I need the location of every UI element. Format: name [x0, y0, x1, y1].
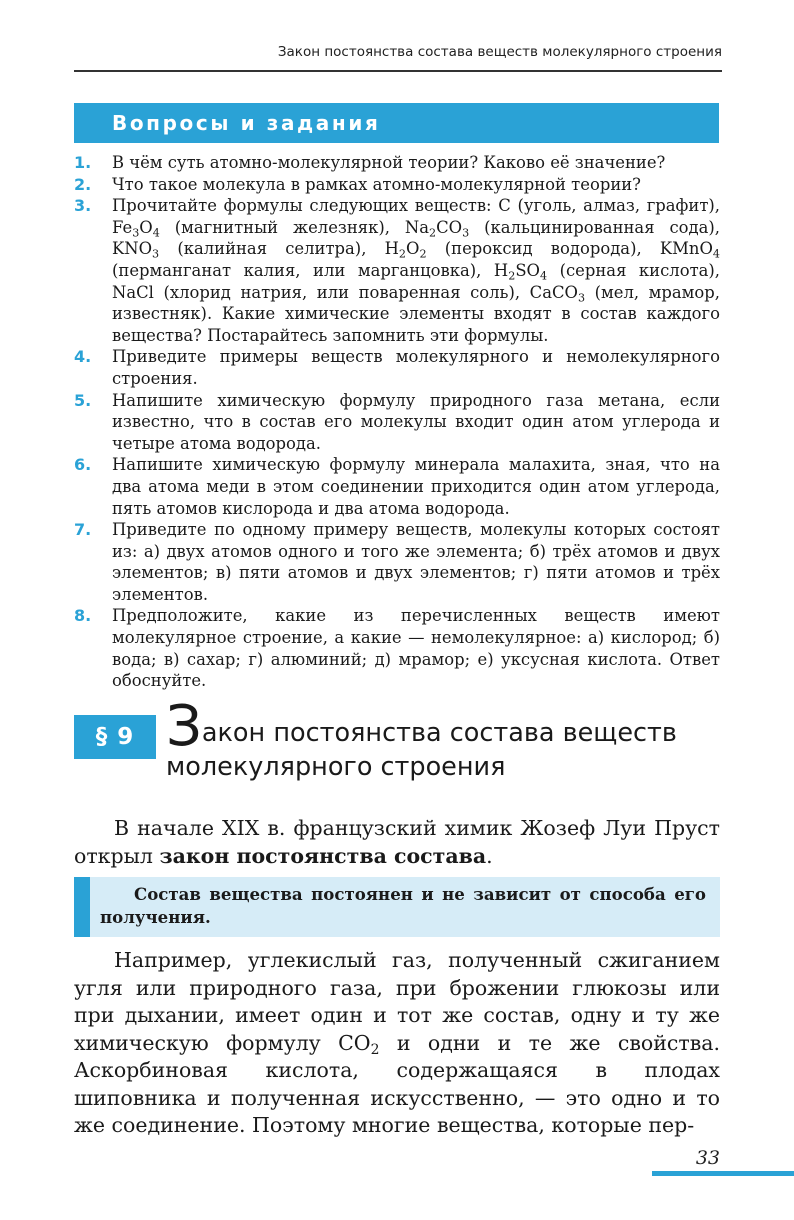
question-item [74, 195, 720, 346]
questions-heading-bar [74, 103, 719, 143]
questions-list [74, 152, 720, 692]
question-number: 2. [74, 174, 92, 194]
question-text: Что такое молекула в рамках атомно-молекулярной теории? [112, 174, 641, 194]
question-text: В чём суть атомно-молекулярной теории? Каково её значение? [112, 153, 666, 172]
definition-text: Состав вещества постоянен и не зависит от способа его получения. [100, 884, 706, 927]
question-number: 3. [74, 196, 92, 216]
section-badge: § 9 [74, 715, 156, 759]
question-item [74, 346, 720, 389]
questions-heading: Вопросы и задания [112, 111, 381, 135]
question-text: Напишите химическую формулу минерала малахита, зная, что на два атома меди в этом соединении приходится один атом углерода, пять атомов кислорода и два атома водорода. [112, 455, 720, 518]
question-number: 1. [74, 153, 92, 172]
question-item [74, 390, 720, 455]
question-item [74, 152, 720, 174]
question-number: 7. [74, 520, 92, 540]
question-text: Напишите химическую формулу природного газа метана, если известно, что в состав его молекулы входит один атом углерода и четыре атома водорода. [112, 390, 720, 453]
intro-paragraph: В начале XIX в. французский химик Жозеф Луи Пруст открыл закон постоянства состава. [74, 816, 720, 868]
question-text: Прочитайте формулы следующих веществ: С (уголь, алмаз, графит), $Fe_3O_4$ (магнитный железняк), $Na_2CO_3$ (кальцинированная сода), $KNO_3$ (калийная селитра), $H_2O_2$ (пероксид водорода), KMnO$_4$ (перманганат калия, или марганцовка), $H_2SO_4$ (серная кислота), NaCl (хлорид натрия, или поваренная соль), CaCO$_3$ (мел, мрамор, известняк). Какие химические элементы входят в состав каждого вещества? Постарайтесь запомнить эти формулы. [112, 196, 721, 345]
section-title-line1: акон постоянства состава веществ [201, 718, 677, 748]
question-text: Приведите по одному примеру веществ, молекулы которых состоят из: а) двух атомов одного и того же элемента; б) трёх атомов и двух элементов; в) пяти атомов и двух элементов; г) пяти атомов и трёх элементов. [112, 520, 720, 604]
section-title-line2: молекулярного строения [166, 752, 506, 782]
section-title [166, 694, 726, 784]
question-item [74, 174, 720, 196]
question-item [74, 605, 720, 691]
footer-rule [652, 1171, 794, 1176]
page-number: 33 [695, 1147, 720, 1169]
question-item [74, 454, 720, 519]
header-rule [74, 70, 722, 72]
section-title-initial: З [166, 694, 202, 759]
question-number: 4. [74, 347, 92, 367]
running-head: Закон постоянства состава веществ молекулярного строения [277, 44, 722, 60]
definition-box [74, 877, 720, 937]
question-text: Приведите примеры веществ молекулярного и немолекулярного строения. [112, 347, 720, 388]
question-text: Предположите, какие из перечисленных веществ имеют молекулярное строение, а какие — немолекулярное: а) кислород; б) вода; в) сахар; г) алюминий; д) мрамор; е) уксусная кислота. Ответ обоснуйте. [112, 606, 720, 691]
question-number: 5. [74, 390, 92, 410]
question-item [74, 519, 720, 605]
body-paragraph: Например, углекислый газ, полученный сжиганием угля или природного газа, при брожении глюкозы или при дыхании, имеет один и тот же состав, одну и ту же химическую формулу $CO_2$ и одни и те же свойства. Аскорбиновая кислота, содержащаяся в плодах шиповника и полученная искусственно, — это одно и то же соединение. Поэтому многие вещества, которые пер- [74, 948, 720, 1137]
question-number: 6. [74, 455, 92, 475]
question-number: 8. [74, 606, 92, 626]
